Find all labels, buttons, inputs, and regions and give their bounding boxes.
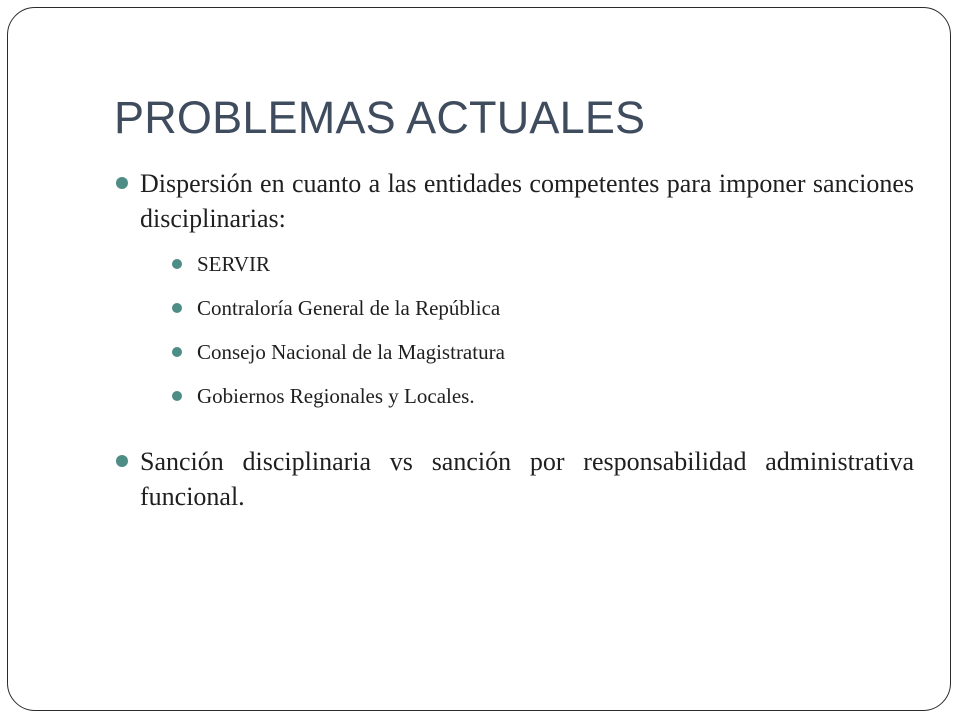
bullet-text: Sanción disciplinaria vs sanción por responsabilidad administrativa funcional. [140,447,914,511]
sub-bullet-dot-icon [172,391,182,401]
sub-bullet-item [170,382,914,410]
sub-bullet-dot-icon [172,347,182,357]
bullet-item-dispersion [114,166,914,410]
bullet-dot-icon [116,177,128,189]
slide-frame [7,7,951,711]
sub-bullet-text: Gobiernos Regionales y Locales. [197,384,475,408]
sub-bullet-text: Contraloría General de la República [197,296,501,320]
slide-content [114,166,914,514]
sub-bullet-text: SERVIR [197,252,270,276]
sub-bullet-dot-icon [172,259,182,269]
sub-bullet-item [170,294,914,322]
sub-bullet-list [140,250,914,410]
sub-bullet-dot-icon [172,303,182,313]
bullet-dot-icon [116,455,128,467]
sub-bullet-item [170,250,914,278]
bullet-text: Dispersión en cuanto a las entidades competentes para imponer sanciones disciplinarias: [140,169,914,233]
sub-bullet-text: Consejo Nacional de la Magistratura [197,340,505,364]
sub-bullet-item [170,338,914,366]
bullet-list [114,166,914,514]
slide-title: PROBLEMAS ACTUALES [114,92,646,143]
bullet-item-sancion [114,444,914,514]
